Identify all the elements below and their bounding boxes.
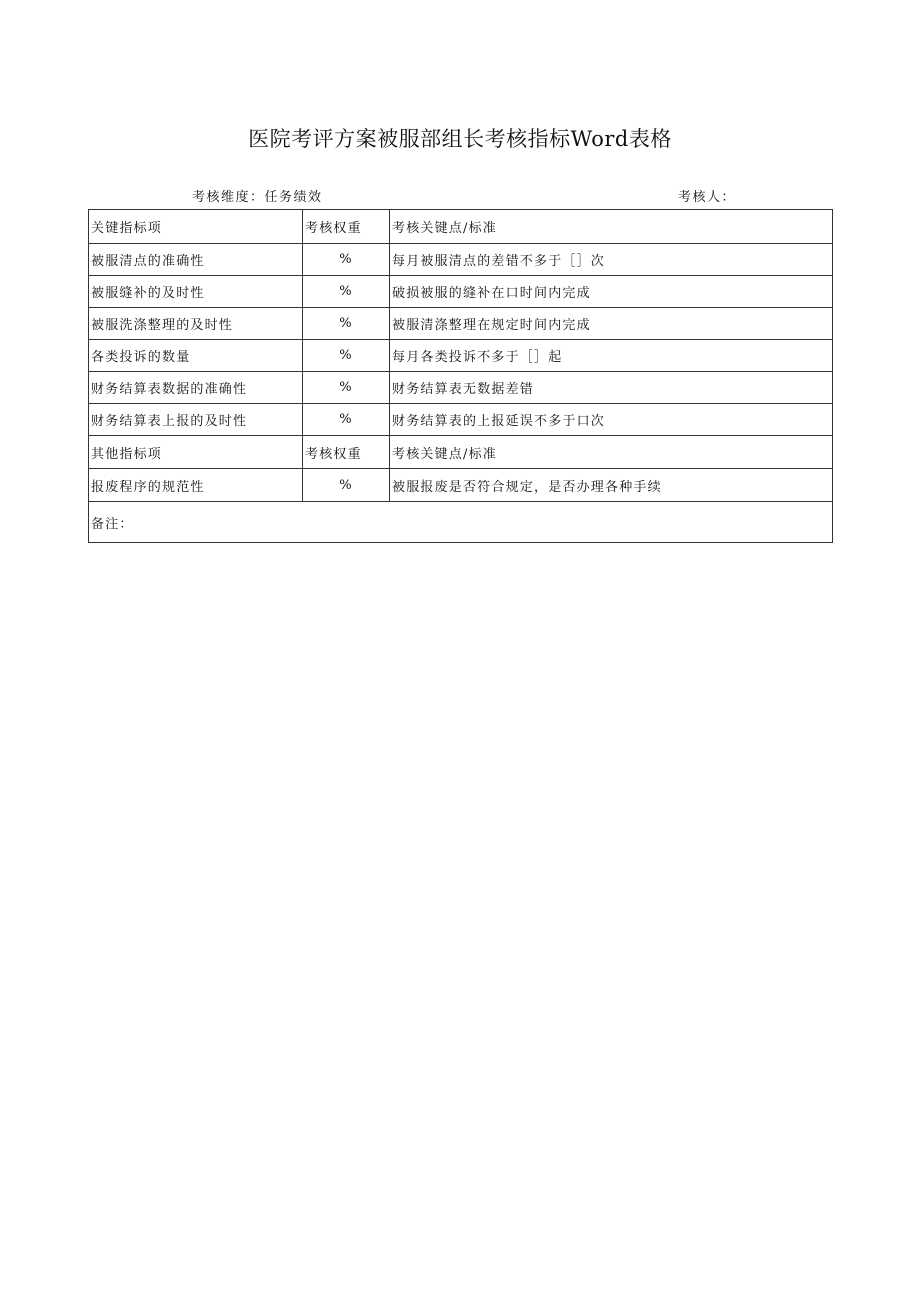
- indicator-weight: %: [303, 340, 390, 372]
- table-row: [89, 276, 833, 308]
- indicator-standard: 被服报废是否符合规定，是否办理各种手续: [390, 469, 833, 502]
- indicator-name: 报废程序的规范性: [89, 469, 303, 502]
- header-item: 其他指标项: [89, 436, 303, 469]
- indicator-name: 各类投诉的数量: [89, 340, 303, 372]
- header-weight: 考核权重: [303, 436, 390, 469]
- indicator-weight: %: [303, 404, 390, 436]
- indicator-name: 被服洗涤整理的及时性: [89, 308, 303, 340]
- header-standard: 考核关键点/标准: [390, 436, 833, 469]
- indicator-standard: 每月被服清点的差错不多于［］次: [390, 244, 833, 276]
- table-row: [89, 308, 833, 340]
- header-item: 关键指标项: [89, 210, 303, 244]
- indicator-standard: 财务结算表的上报延误不多于口次: [390, 404, 833, 436]
- table-row: [89, 244, 833, 276]
- table-row: [89, 340, 833, 372]
- indicator-standard: 被服清涤整理在规定时间内完成: [390, 308, 833, 340]
- indicator-weight: %: [303, 308, 390, 340]
- indicator-weight: %: [303, 469, 390, 502]
- notes-row: [89, 502, 833, 543]
- indicator-weight: %: [303, 372, 390, 404]
- indicator-standard: 破损被服的缝补在口时间内完成: [390, 276, 833, 308]
- notes-label: 备注：: [89, 502, 833, 543]
- document-title: 医院考评方案被服部组长考核指标Word表格: [248, 127, 672, 151]
- indicator-standard: 每月各类投诉不多于［］起: [390, 340, 833, 372]
- table-row: [89, 372, 833, 404]
- indicator-name: 财务结算表数据的准确性: [89, 372, 303, 404]
- header-standard: 考核关键点/标准: [390, 210, 833, 244]
- indicator-name: 被服缝补的及时性: [89, 276, 303, 308]
- table-row: [89, 404, 833, 436]
- assessment-dimension: 考核维度：任务绩效: [192, 190, 323, 205]
- other-indicators-header-row: [89, 436, 833, 469]
- header-weight: 考核权重: [303, 210, 390, 244]
- kpi-table: [88, 209, 833, 543]
- table-row: [89, 469, 833, 502]
- assessor-label: 考核人：: [678, 190, 737, 205]
- indicator-weight: %: [303, 244, 390, 276]
- indicator-standard: 财务结算表无数据差错: [390, 372, 833, 404]
- indicator-name: 财务结算表上报的及时性: [89, 404, 303, 436]
- indicator-name: 被服清点的准确性: [89, 244, 303, 276]
- key-indicators-header-row: [89, 210, 833, 244]
- indicator-weight: %: [303, 276, 390, 308]
